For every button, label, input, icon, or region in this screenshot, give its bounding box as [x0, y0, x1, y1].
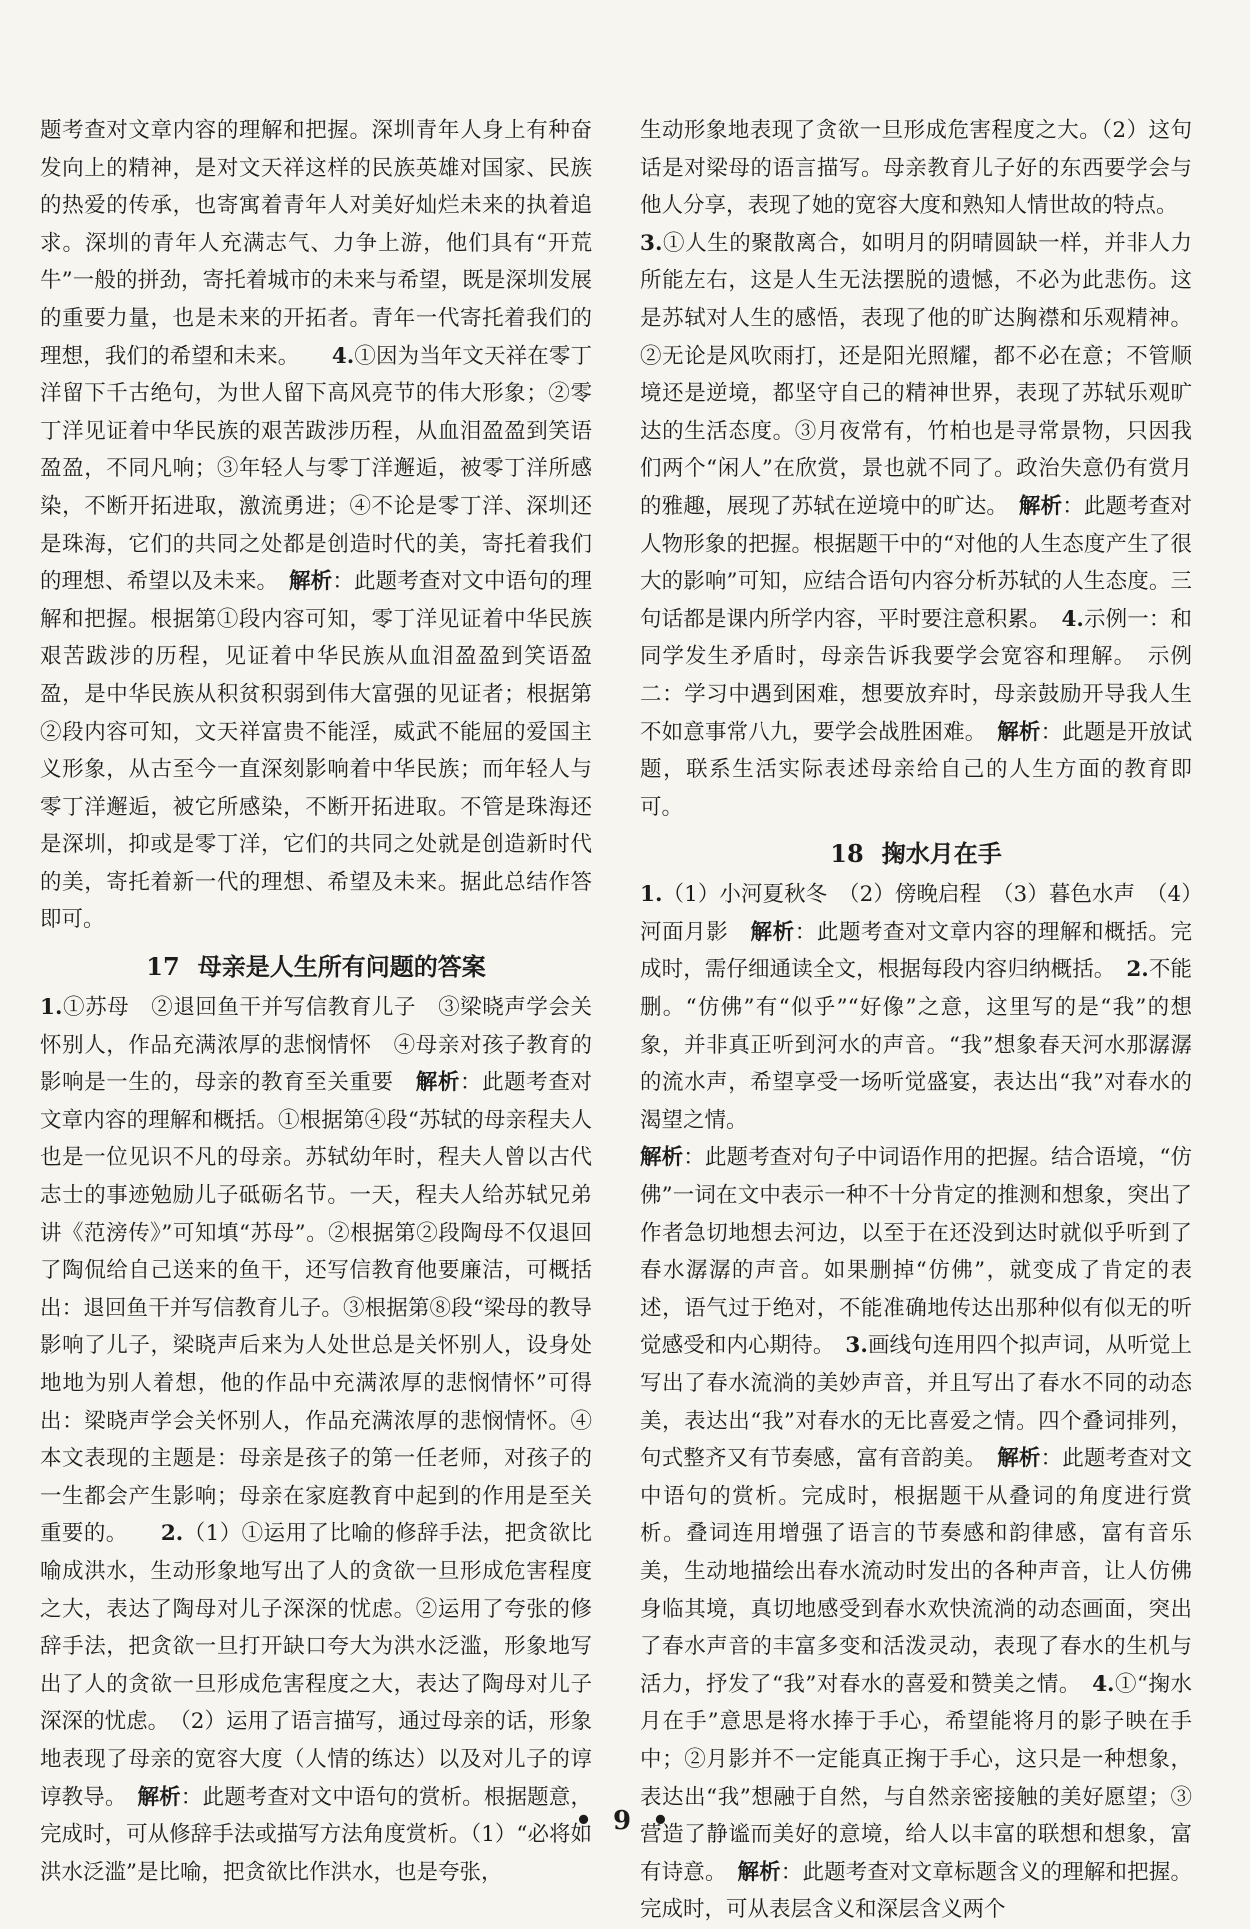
right-column: [640, 112, 1192, 1929]
question-number: 1.: [40, 995, 63, 1021]
analysis-text: ：此题考查对文章内容的理解和概括。完成时，需仔细通读全文，根据每段内容归纳概括。: [640, 919, 1192, 983]
answer-text: （1）①运用了比喻的修辞手法，把贪欲比喻成洪水，生动形象地写出了人的贪欲一旦形成危害程度之大，表达了陶母对儿子深深的忧虑。②运用了夸张的修辞手法，把贪欲一旦打开缺口夸大为洪水泛滥，形象地写出了人的贪欲一旦形成危害程度之大，表达了陶母对儿子深深的忧虑。 （2）运用了语言描写，通过母亲的话，形象地表现了母亲的宽容大度（人情的练达）以及对儿子的谆谆教导。: [40, 1521, 592, 1810]
section-title-18: [640, 832, 1192, 876]
analysis-text: ：此题考查对文中语句的赏析。根据题意，完成时，可从修辞手法或描写方法角度赏析。（1）“必将如洪水泛滥”是比喻，把贪欲比作洪水，也是夸张，: [40, 1784, 592, 1885]
paragraph: [40, 989, 592, 1891]
analysis-text: ：此题考查对人物形象的把握。根据题干中的“对他的人生态度产生了很大的影响”可知，应结合语句内容分析苏轼的人生态度。三句话都是课内所学内容，平时要注意积累。: [640, 493, 1192, 632]
question-number: 3.: [845, 1333, 868, 1359]
paragraph: [40, 112, 592, 939]
analysis-label: 解析: [289, 569, 333, 595]
answer-text: ①“掬水月在手”意思是将水捧于手心，希望能将月的影子映在手中；②月影并不一定能真正掬于手心，这只是一种想象，表达出“我”想融于自然，与自然亲密接触的美好愿望；③营造了静谧而美好的意境，给人以丰富的联想和想象，富有诗意。: [640, 1671, 1192, 1885]
analysis-label: 解析: [997, 719, 1041, 745]
answer-text: 示例一：和同学发生矛盾时，母亲告诉我要学会宽容和理解。 示例二：学习中遇到困难，想要放弃时，母亲鼓励开导我人生不如意事常八九，要学会战胜困难。: [640, 606, 1192, 745]
page-number: • 9 •: [575, 1806, 675, 1836]
column-divider: [620, 112, 621, 1792]
analysis-label: 解析: [137, 1784, 181, 1810]
left-column: [40, 112, 592, 1891]
answer-text: ①人生的聚散离合，如明月的阴晴圆缺一样，并非人力所能左右，这是人生无法摆脱的遗憾，不必为此悲伤。这是苏轼对人生的感悟，表现了他的旷达胸襟和乐观精神。②无论是风吹雨打，还是阳光照耀，都不必在意；不管顺境还是逆境，都坚守自己的精神世界，表现了苏轼乐观旷达的生活态度。③月夜常有，竹柏也是寻常景物，只因我们两个“闲人”在欣赏，景也就不同了。政治失意仍有赏月的雅趣，展现了苏轼在逆境中的旷达。: [640, 230, 1192, 519]
analysis-text: ：此题考查对文章标题含义的理解和把握。完成时，可从表层含义和深层含义两个: [640, 1859, 1192, 1923]
question-number: 1.: [640, 882, 663, 908]
section-heading: 母亲是人生所有问题的答案: [197, 952, 486, 982]
analysis-label: 解析: [640, 1145, 684, 1171]
question-number: 4.: [1092, 1671, 1115, 1697]
answer-text: （1）小河夏秋冬 （2）傍晚启程 （3）暮色水声 （4）河面月影: [640, 882, 1192, 945]
analysis-text: ：此题考查对文中语句的赏析。完成时，根据题干从叠词的角度进行赏析。叠词连用增强了语言的节奏感和韵律感，富有音乐美，生动地描绘出春水流动时发出的各种声音，让人仿佛身临其境，真切地感受到春水欢快流淌的动态画面，突出了春水声音的丰富多变和活泼灵动，表现了春水的生机与活力，抒发了“我”对春水的喜爱和赞美之情。: [640, 1446, 1192, 1697]
text: 生动形象地表现了贪欲一旦形成危害程度之大。（2）这句话是对梁母的语言描写。母亲教育儿子好的东西要学会与他人分享，表现了她的宽容大度和熟知人情世故的特点。: [640, 118, 1192, 219]
analysis-label: 解析: [997, 1446, 1041, 1472]
question-number: 4.: [1061, 606, 1084, 632]
analysis-label: 解析: [415, 1070, 460, 1096]
analysis-text: ：此题考查对文中语句的理解和把握。根据第①段内容可知，零丁洋见证着中华民族艰苦跋涉的历程，见证着中华民族从血泪盈盈到笑语盈盈，是中华民族从积贫积弱到伟大富强的见证者；根据第②段内容可知，文天祥富贵不能淫，威武不能屈的爱国主义形象，从古至今一直深刻影响着中华民族；而年轻人与零丁洋邂逅，被它所感染，不断开拓进取。不管是珠海还是深圳，抑或是零丁洋，它们的共同之处就是创造新时代的美，寄托着新一代的理想、希望及未来。据此总结作答即可。: [40, 569, 592, 933]
question-number: 3.: [640, 230, 663, 256]
analysis-label: 解析: [750, 919, 795, 945]
analysis-text: ：此题是开放试题，联系生活实际表述母亲给自己的人生方面的教育即可。: [640, 719, 1192, 820]
section-number: 17: [146, 952, 180, 982]
section-title-17: [40, 945, 592, 989]
paragraph: [640, 225, 1192, 827]
paragraph: [640, 876, 1192, 1139]
section-number: 18: [830, 839, 864, 869]
question-number: 2.: [1126, 957, 1149, 983]
answer-text: 不能删。“仿佛”有“似乎”“好像”之意，这里写的是“我”的想象，并非真正听到河水的声音。“我”想象春天河水那潺潺的流水声，希望享受一场听觉盛宴，表达出“我”对春水的渴望之情。: [640, 957, 1192, 1133]
answer-text: 画线句连用四个拟声词，从听觉上写出了春水流淌的美妙声音，并且写出了春水不同的动态美，表达出“我”对春水的无比喜爱之情。四个叠词排列，句式整齐又有节奏感，富有音韵美。: [640, 1333, 1192, 1472]
answer-text: ①因为当年文天祥在零丁洋留下千古绝句，为世人留下高风亮节的伟大形象；②零丁洋见证着中华民族的艰苦跋涉历程，从血泪盈盈到笑语盈盈，不同凡响；③年轻人与零丁洋邂逅，被零丁洋所感染，不断开拓进取，激流勇进；④不论是零丁洋、深圳还是珠海，它们的共同之处都是创造时代的美，寄托着我们的理想、希望以及未来。: [40, 343, 592, 595]
text: 题考查对文章内容的理解和把握。深圳青年人身上有种奋发向上的精神，是对文天祥这样的民族英雄对国家、民族的热爱的传承，也寄寓着青年人对美好灿烂未来的执着追求。深圳的青年人充满志气、力争上游，他们具有“开荒牛”一般的拼劲，寄托着城市的未来与希望，既是深圳发展的重要力量，也是未来的开拓者。青年一代寄托着我们的理想，我们的希望和未来。: [40, 118, 592, 369]
section-heading: 掬水月在手: [881, 839, 1002, 869]
answer-text: ①苏母 ②退回鱼干并写信教育儿子 ③梁晓声学会关怀别人，作品充满浓厚的悲悯情怀 ④母亲对孩子教育的影响是一生的，母亲的教育至关重要: [40, 995, 592, 1096]
analysis-text: ：此题考查对文章内容的理解和概括。①根据第④段“苏轼的母亲程夫人也是一位见识不凡的母亲。苏轼幼年时，程夫人曾以古代志士的事迹勉励儿子砥砺名节。一天，程夫人给苏轼兄弟讲《范滂传》”可知填“苏母”。②根据第②段陶母不仅退回了陶侃给自己送来的鱼干，还写信教育他要廉洁，可概括出：退回鱼干并写信教育儿子。③根据第⑧段“梁母的教导影响了儿子，梁晓声后来为人处世总是关怀别人，设身处地地为别人着想，他的作品中充满浓厚的悲悯情怀”可得出：梁晓声学会关怀别人，作品充满浓厚的悲悯情怀。④本文表现的主题是：母亲是孩子的第一任老师，对孩子的一生都会产生影响；母亲在家庭教育中起到的作用是至关重要的。: [40, 1070, 592, 1547]
paragraph: [640, 112, 1192, 225]
question-number: 4.: [331, 343, 355, 369]
analysis-label: 解析: [737, 1859, 781, 1885]
question-number: 2.: [160, 1521, 184, 1547]
analysis-text: ：此题考查对句子中词语作用的把握。结合语境，“仿佛”一词在文中表示一种不十分肯定的推测和想象，突出了作者急切地想去河边，以至于在还没到达时就似乎听到了春水潺潺的声音。如果删掉“仿佛”，就变成了肯定的表述，语气过于绝对，不能准确地传达出那种似有似无的听觉感受和内心期待。: [640, 1145, 1192, 1359]
analysis-label: 解析: [1018, 493, 1063, 519]
